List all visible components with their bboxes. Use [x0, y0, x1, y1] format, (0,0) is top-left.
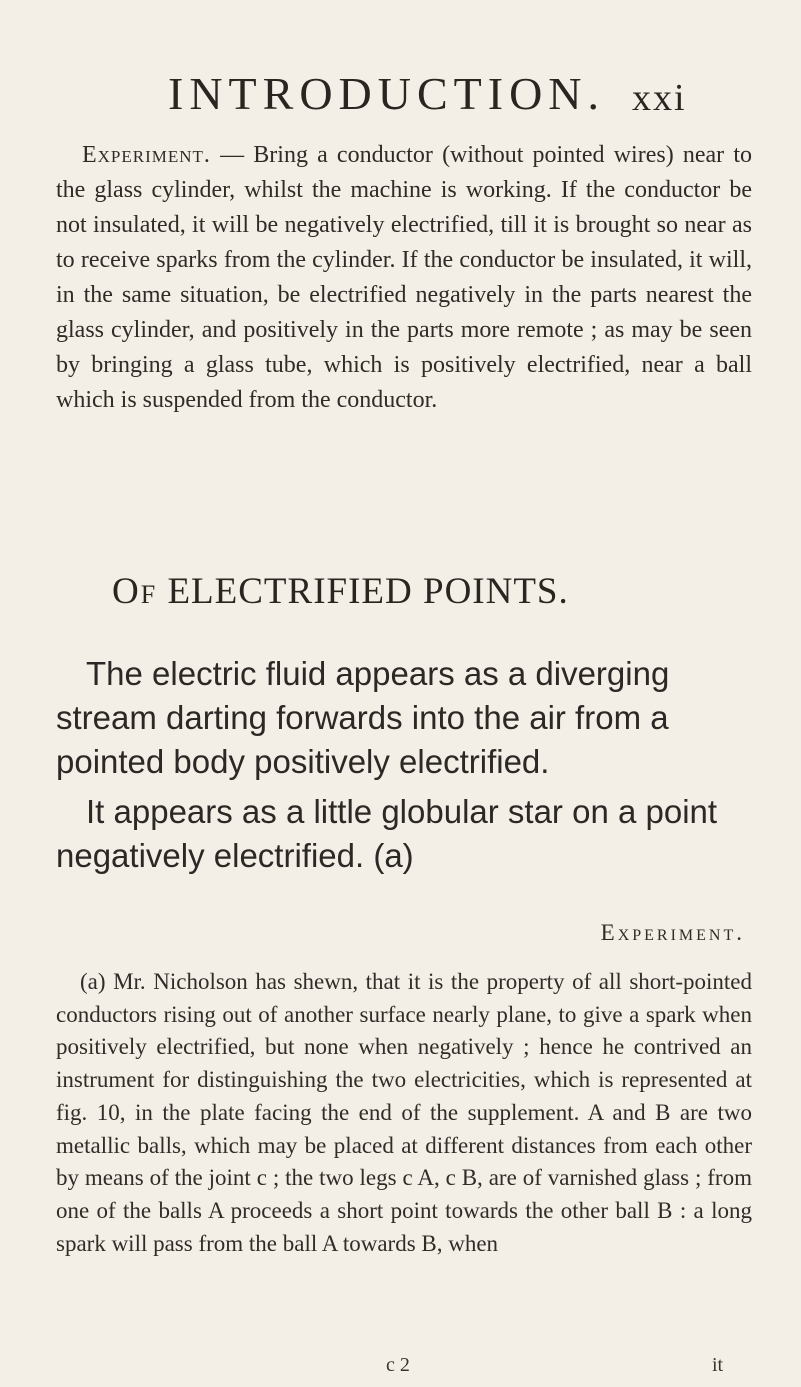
- principle-positive: The electric fluid appears as a diverging stream darting forwards into the air from a pointed body positively electrified.: [56, 655, 670, 780]
- catchword: it: [712, 1354, 724, 1376]
- page-number: xxi: [632, 77, 687, 119]
- principle-negative: It appears as a little globular star on a point negatively electrified. (a): [56, 793, 718, 874]
- catchline: [0, 1354, 801, 1384]
- experiment-lead: Experiment.: [82, 142, 211, 168]
- section-heading: [112, 568, 569, 616]
- experiment-label: Experiment.: [600, 920, 745, 945]
- section-heading-of: Of: [112, 571, 158, 612]
- running-head: [0, 66, 801, 126]
- signature-mark: c 2: [386, 1354, 410, 1376]
- section-heading-title: ELECTRIFIED POINTS.: [167, 571, 569, 612]
- experiment-paragraph: [56, 138, 752, 418]
- experiment-text: — Bring a conductor (without pointed wires) near to the glass cylinder, whilst the machine is working. If the conductor be not insulated, it will be negatively electrified, till it is brought so near as to receive sparks from the cylinder. If the conductor be insulated, it will, in the same situation, be electrified negatively in the parts nearest the glass cylinder, and positively in the parts more remote ; as may be seen by bringing a glass tube, which is positively electrified, near a ball which is suspended from the conductor.: [56, 142, 752, 413]
- running-head-title: INTRODUCTION.: [168, 68, 606, 119]
- footnote: (a) Mr. Nicholson has shewn, that it is the property of all short-pointed conductors rising out of another surface nearly plane, to give a spark when positively electrified, but none when negatively ; hence he contrived an instrument for distinguishing the two electricities, which is represented at fig. 10, in the plate facing the end of the supplement. A and B are two metallic balls, which may be placed at different distances from each other by means of the joint c ; the two legs c A, c B, are of varnished glass ; from one of the balls A proceeds a short point towards the other ball B : a long spark will pass from the ball A towards B, when: [56, 969, 752, 1256]
